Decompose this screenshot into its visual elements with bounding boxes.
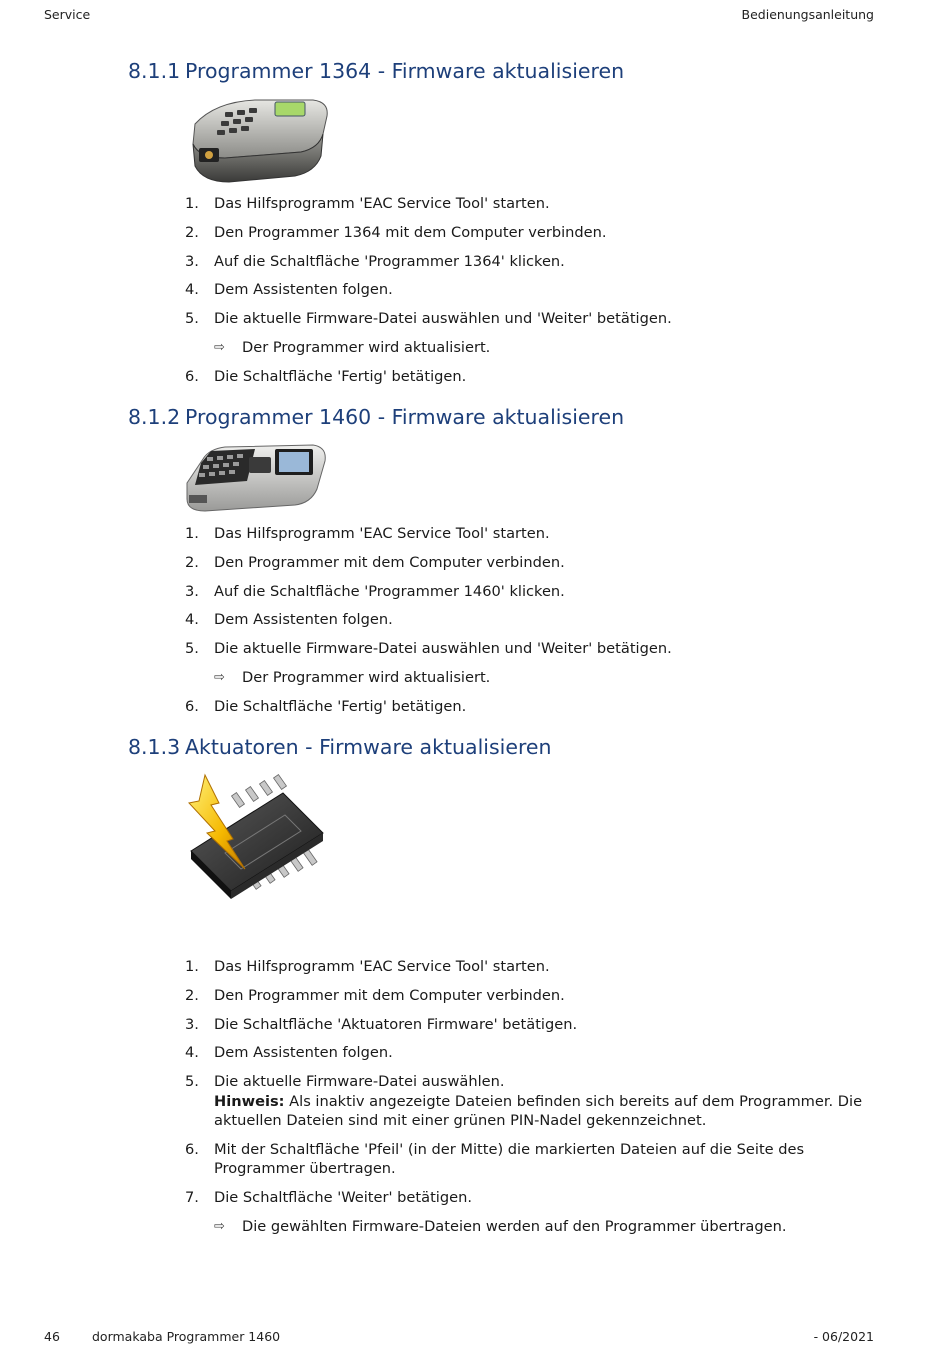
list-item: 2. Den Programmer mit dem Computer verbinden. [185, 553, 565, 571]
list-item: 3. Auf die Schaltfläche 'Programmer 1364' klicken. [185, 252, 565, 270]
list-item: 7. Die Schaltfläche 'Weiter' betätigen. [185, 1189, 472, 1207]
list-item: 6. Die Schaltfläche 'Fertig' betätigen. [185, 367, 467, 385]
hint-text: Als inaktiv angezeigte Dateien befinden sich bereits auf dem Programmer. Die aktuellen Dateien sind mit einer grünen PIN-Nadel gekennzeichnet. [214, 1092, 863, 1130]
hint-label: Hinweis: [214, 1092, 285, 1110]
list-item: 6. Die Schaltfläche 'Fertig' betätigen. [185, 697, 467, 715]
result-arrow-icon: ⇨ [214, 339, 225, 355]
list-item: 3. Die Schaltfläche 'Aktuatoren Firmware' betätigen. [185, 1015, 578, 1033]
list-item: 4. Dem Assistenten folgen. [185, 281, 393, 299]
programmer-1460-device-icon [185, 443, 329, 517]
firmware-chip-lightning-icon [185, 773, 327, 911]
list-item: 5. Die aktuelle Firmware-Datei auswählen und 'Weiter' betätigen. [185, 640, 672, 658]
steps-list-8-1-3 [185, 957, 875, 1246]
list-item: 3. Auf die Schaltfläche 'Programmer 1460' klicken. [185, 582, 565, 600]
section-heading: Aktuatoren - Firmware aktualisieren [185, 735, 552, 759]
list-item: 6. Mit der Schaltfläche 'Pfeil' (in der Mitte) die markierten Dateien auf die Seite des Programmer übertragen. [185, 1140, 805, 1178]
section-title-8-1-3 [128, 735, 552, 759]
footer-doc-title: dormakaba Programmer 1460 [92, 1329, 281, 1344]
section-heading: Programmer 1460 - Firmware aktualisieren [185, 405, 625, 429]
footer-date: - 06/2021 [813, 1329, 874, 1344]
list-item: 2. Den Programmer mit dem Computer verbinden. [185, 986, 565, 1004]
section-title-8-1-1 [128, 59, 624, 83]
list-item: 5. Die aktuelle Firmware-Datei auswählen und 'Weiter' betätigen. [185, 310, 672, 328]
footer-page-number: 46 [44, 1329, 60, 1344]
result-arrow-icon: ⇨ [214, 1219, 225, 1235]
section-heading: Programmer 1364 - Firmware aktualisieren [185, 59, 625, 83]
result-item: ⇨ Der Programmer wird aktualisiert. [214, 338, 491, 356]
list-item: 1. Das Hilfsprogramm 'EAC Service Tool' starten. [185, 958, 550, 975]
list-item: 1. Das Hilfsprogramm 'EAC Service Tool' starten. [185, 525, 550, 542]
list-item: 1. Das Hilfsprogramm 'EAC Service Tool' starten. [185, 195, 550, 212]
programmer-1364-device-icon [185, 96, 331, 188]
list-item: 4. Dem Assistenten folgen. [185, 1044, 393, 1062]
section-number: 8.1.1 [128, 59, 181, 83]
result-arrow-icon: ⇨ [214, 669, 225, 685]
section-number: 8.1.2 [128, 405, 181, 429]
steps-list-8-1-1 [185, 194, 875, 396]
header-doc-type: Bedienungsanleitung [741, 7, 874, 22]
result-item: ⇨ Die gewählten Firmware-Dateien werden auf den Programmer übertragen. [214, 1218, 787, 1236]
list-item: 2. Den Programmer 1364 mit dem Computer verbinden. [185, 223, 607, 241]
result-item: ⇨ Der Programmer wird aktualisiert. [214, 668, 491, 686]
list-item: 4. Dem Assistenten folgen. [185, 611, 393, 629]
steps-list-8-1-2 [185, 524, 875, 726]
section-number: 8.1.3 [128, 735, 181, 759]
section-title-8-1-2 [128, 405, 624, 429]
header-section-label: Service [44, 7, 91, 22]
list-item: 5. Die aktuelle Firmware-Datei auswählen. Hinweis: Als inaktiv angezeigte Dateien befinden sich bereits auf dem Programmer. Die aktuellen Dateien sind mit einer grünen PIN-Nadel gekennzeichnet. [185, 1073, 863, 1130]
